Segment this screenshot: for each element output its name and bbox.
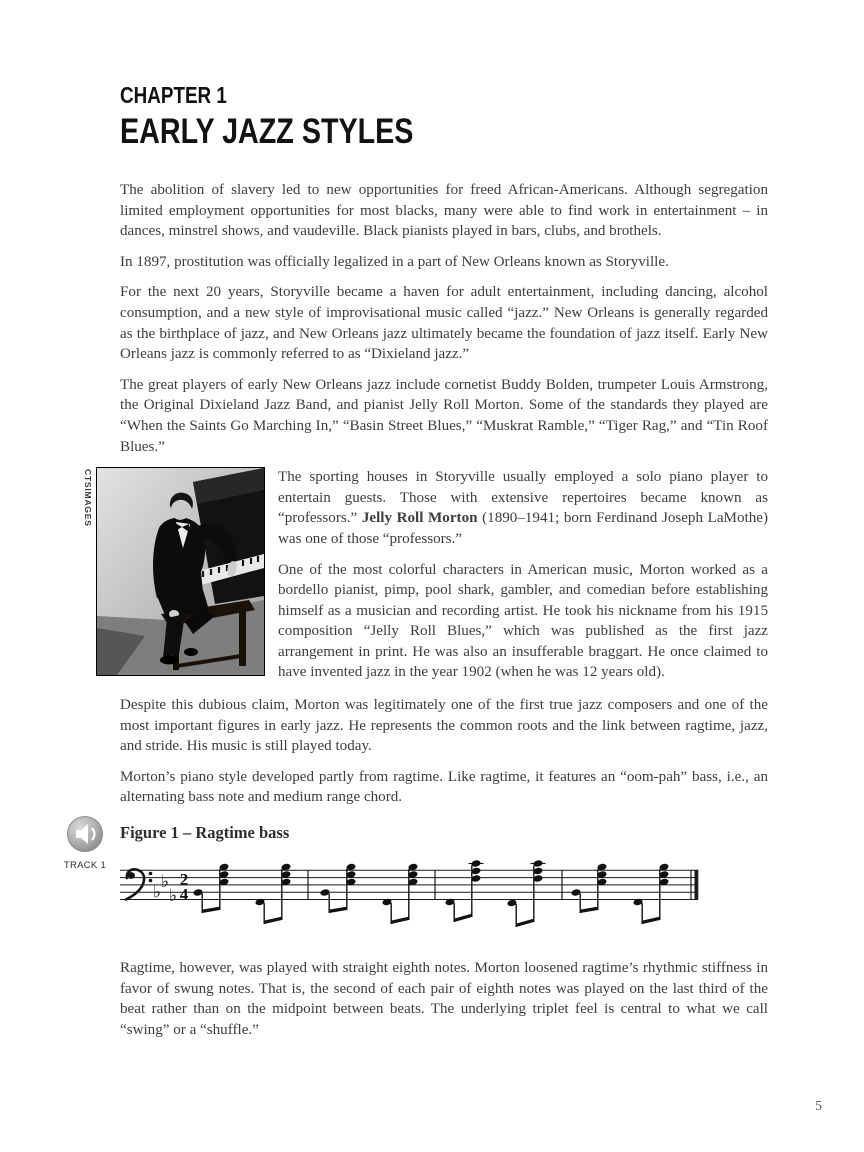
beam	[202, 907, 220, 913]
figure-heading	[63, 822, 768, 872]
flat-sign: ♭	[169, 886, 178, 907]
chapter-label: CHAPTER 1	[120, 82, 227, 108]
beam	[580, 907, 598, 913]
final-barline-thick	[695, 870, 699, 899]
track-badge	[62, 815, 108, 871]
photo-credit: CTSIMAGES	[83, 469, 93, 527]
time-signature	[180, 870, 189, 904]
chapter-heading	[120, 84, 768, 149]
flat-sign: ♭	[161, 872, 170, 893]
body-paragraph: In 1897, prostitution was officially legalized in a part of New Orleans known as Storyville.	[120, 253, 669, 270]
page-title: EARLY JAZZ STYLES	[120, 112, 414, 151]
beam	[642, 917, 660, 924]
body-paragraph: Morton’s piano style developed partly from ragtime. Like ragtime, it features an “oom-pah” bass, i.e., an alternating bass note and medium range chord.	[120, 768, 768, 806]
body-paragraph: For the next 20 years, Storyville became a haven for adult entertainment, including dancing, alcohol consumption, and a new style of improvisational music called “jazz.” New Orleans is generally regarded as the birthplace of jazz, and New Orleans jazz ultimately became the foundation of jazz itself. Early New Orleans jazz is commonly referred to as “Dixieland jazz.”	[120, 284, 768, 363]
body-paragraph: The great players of early New Orleans jazz include cornetist Buddy Bolden, trumpeter Louis Armstrong, the Original Dixieland Jazz Band, and pianist Jelly Roll Morton. Some of the standards they played are “When the Saints Go Marching In,” “Basin Street Blues,” “Muskrat Ramble,” “Tiger Rag,” and “Tin Roof Blues.”	[120, 376, 768, 455]
flat-sign: ♭	[153, 882, 162, 903]
morton-photo-art	[97, 468, 264, 675]
shoe	[160, 656, 178, 665]
beam	[516, 919, 534, 927]
time-signature-top: 2	[179, 870, 189, 890]
key-signature	[153, 872, 177, 906]
figure-caption: Figure 1 – Ragtime bass	[120, 823, 290, 843]
body-paragraph: The abolition of slavery led to new opportunities for freed African-Americans. Although segregation limited employment opportunities for most blacks, many were able to find work in entertainment – in dances, minstrel shows, and vaudeville. Black pianists played in bars, clubs, and brothels.	[120, 182, 768, 240]
bold-name: Jelly Roll Morton	[361, 510, 478, 527]
music-staff	[120, 854, 720, 949]
music-figure	[120, 854, 720, 949]
beam	[329, 907, 347, 913]
beam	[391, 917, 409, 924]
shoe	[184, 648, 198, 656]
morton-photo-block	[82, 467, 278, 681]
page-number: 5	[815, 1098, 822, 1113]
morton-photo	[96, 467, 265, 676]
body-paragraph: One of the most colorful characters in American music, Morton worked as a bordello pianist, pimp, pool shark, gambler, and comedian before establishing himself as a musician and recording artist. He took his nickname from his 1915 composition “Jelly Roll Blues,” which was published as the first jazz arrangement in print. He was also an insufferable braggart. He once claimed to have invented jazz in the year 1902 (when he was 12 years old).	[278, 561, 768, 681]
body-paragraph: Despite this dubious claim, Morton was legitimately one of the first true jazz composers and one of the most important figures in early jazz. He represents the common roots and the link between ragtime, jazz, and stride. His music is still played today.	[120, 697, 768, 755]
body-paragraph: Ragtime, however, was played with straight eighth notes. Morton loosened ragtime’s rhythmic stiffness in favor of swung notes. That is, the second of each pair of eighth notes was played on the last third of the beat rather than on the midpoint between beats. The underlying triplet feel is central to what we call “swing” or a “shuffle.”	[120, 960, 768, 1038]
paragraph-text: The sporting houses in Storyville usually employed a solo piano player to entertain guests. Those with extensive repertoires became known as “professors.”	[278, 469, 768, 527]
beam	[264, 917, 282, 924]
time-signature-bottom: 4	[179, 885, 189, 905]
beam	[454, 914, 472, 922]
paragraph-text: (1890–1941; born Ferdinand Joseph LaMothe) was one of those “professors.”	[278, 510, 768, 547]
audio-track-icon	[63, 815, 107, 855]
track-label: TRACK 1	[63, 860, 107, 872]
